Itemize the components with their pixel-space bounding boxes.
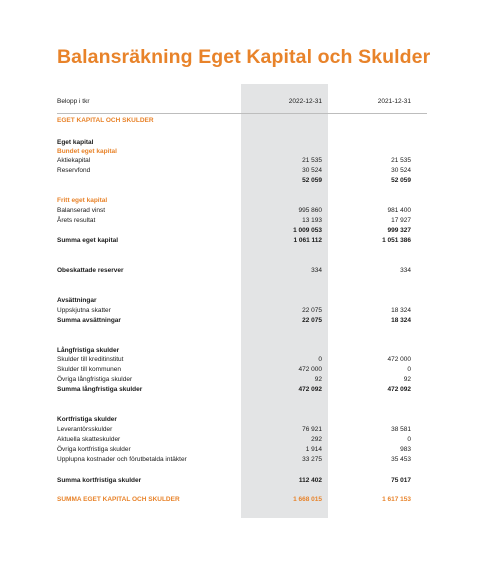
value-2022: 13 193 — [302, 217, 322, 224]
value-2021: 38 581 — [391, 426, 411, 433]
table-row — [57, 435, 427, 445]
header-divider — [57, 113, 427, 114]
table-row — [57, 306, 427, 316]
value-2021: 21 535 — [391, 157, 411, 164]
unit-label: Belopp i tkr — [57, 98, 90, 105]
value-2021: 472 000 — [387, 356, 411, 363]
row-label: SUMMA EGET KAPITAL OCH SKULDER — [57, 496, 180, 503]
table-row — [57, 216, 427, 226]
row-label: Summa kortfristiga skulder — [57, 477, 142, 484]
table-row — [57, 355, 427, 365]
section-heading: EGET KAPITAL OCH SKULDER — [57, 117, 154, 124]
group-heading — [57, 415, 427, 425]
table-row — [57, 455, 427, 465]
row-label: Avsättningar — [57, 297, 97, 304]
row-label: Bundet eget kapital — [57, 148, 117, 155]
row-label: Långfristiga skulder — [57, 347, 120, 354]
value-2022: 0 — [318, 356, 322, 363]
sum-row — [57, 385, 427, 395]
row-label: Aktuella skatteskulder — [57, 436, 121, 443]
value-2021: 17 927 — [391, 217, 411, 224]
value-2021: 1 051 386 — [382, 237, 411, 244]
value-2022: 1 914 — [305, 446, 322, 453]
table-row — [57, 166, 427, 176]
value-2022: 995 860 — [298, 207, 322, 214]
sum-row — [57, 476, 427, 486]
value-2021: 472 092 — [387, 386, 411, 393]
value-2022: 30 524 — [302, 167, 322, 174]
row-label: Aktiekapital — [57, 157, 91, 164]
value-2021: 981 400 — [387, 207, 411, 214]
row-label: Övriga kortfristiga skulder — [57, 446, 131, 453]
value-2022: 292 — [311, 436, 322, 443]
table-row — [57, 425, 427, 435]
sum-row — [57, 316, 427, 326]
value-2022: 76 921 — [302, 426, 322, 433]
subtotal-row — [57, 176, 427, 186]
value-2022: 1 009 053 — [293, 227, 322, 234]
row-label: Årets resultat — [57, 217, 96, 224]
table-row — [57, 266, 427, 276]
value-2022: 22 075 — [302, 307, 322, 314]
value-2021: 334 — [400, 267, 411, 274]
value-2022: 112 402 — [298, 477, 322, 484]
value-2021: 92 — [403, 376, 411, 383]
value-2021: 75 017 — [391, 477, 411, 484]
row-label: Summa avsättningar — [57, 317, 121, 324]
table-header — [57, 97, 427, 107]
value-2022: 22 075 — [302, 317, 322, 324]
value-2021: 35 453 — [391, 456, 411, 463]
value-2021: 0 — [407, 366, 411, 373]
column-header-2021: 2021-12-31 — [377, 98, 411, 105]
table-row — [57, 206, 427, 216]
row-label: Skulder till kommunen — [57, 366, 121, 373]
value-2021: 1 617 153 — [382, 496, 411, 503]
value-2022: 334 — [311, 267, 322, 274]
sum-row — [57, 236, 427, 246]
row-label: Reservfond — [57, 167, 91, 174]
subtotal-row — [57, 226, 427, 236]
grand-total-row — [57, 495, 427, 505]
row-label: Uppskjutna skatter — [57, 307, 111, 314]
value-2022: 472 092 — [298, 386, 322, 393]
subgroup-heading — [57, 196, 427, 206]
row-label: Upplupna kostnader och förutbetalda intäkter — [57, 456, 187, 463]
column-header-2022: 2022-12-31 — [288, 98, 322, 105]
value-2022: 92 — [314, 376, 322, 383]
table-row — [57, 375, 427, 385]
value-2022: 33 275 — [302, 456, 322, 463]
group-heading — [57, 296, 427, 306]
value-2021: 52 059 — [391, 177, 411, 184]
row-label: Eget kapital — [57, 139, 94, 146]
row-label: Obeskattade reserver — [57, 267, 124, 274]
row-label: Övriga långfristiga skulder — [57, 376, 133, 383]
value-2021: 983 — [400, 446, 411, 453]
value-2022: 21 535 — [302, 157, 322, 164]
row-label: Balanserad vinst — [57, 207, 106, 214]
value-2021: 18 324 — [391, 317, 411, 324]
value-2022: 1 668 015 — [293, 496, 322, 503]
table-row — [57, 365, 427, 375]
row-label: Leverantörsskulder — [57, 426, 113, 433]
value-2021: 0 — [407, 436, 411, 443]
row-label: Skulder till kreditinstitut — [57, 356, 124, 363]
value-2021: 999 327 — [387, 227, 411, 234]
value-2022: 472 000 — [298, 366, 322, 373]
row-label: Summa eget kapital — [57, 237, 119, 244]
value-2022: 52 059 — [302, 177, 322, 184]
page-title: Balansräkning Eget Kapital och Skulder — [57, 46, 431, 68]
table-row — [57, 445, 427, 455]
row-label: Fritt eget kapital — [57, 197, 108, 204]
table-row — [57, 156, 427, 166]
section-heading-row — [57, 116, 427, 126]
row-label: Kortfristiga skulder — [57, 416, 117, 423]
value-2022: 1 061 112 — [293, 237, 322, 244]
value-2021: 30 524 — [391, 167, 411, 174]
row-label: Summa långfristiga skulder — [57, 386, 143, 393]
value-2021: 18 324 — [391, 307, 411, 314]
